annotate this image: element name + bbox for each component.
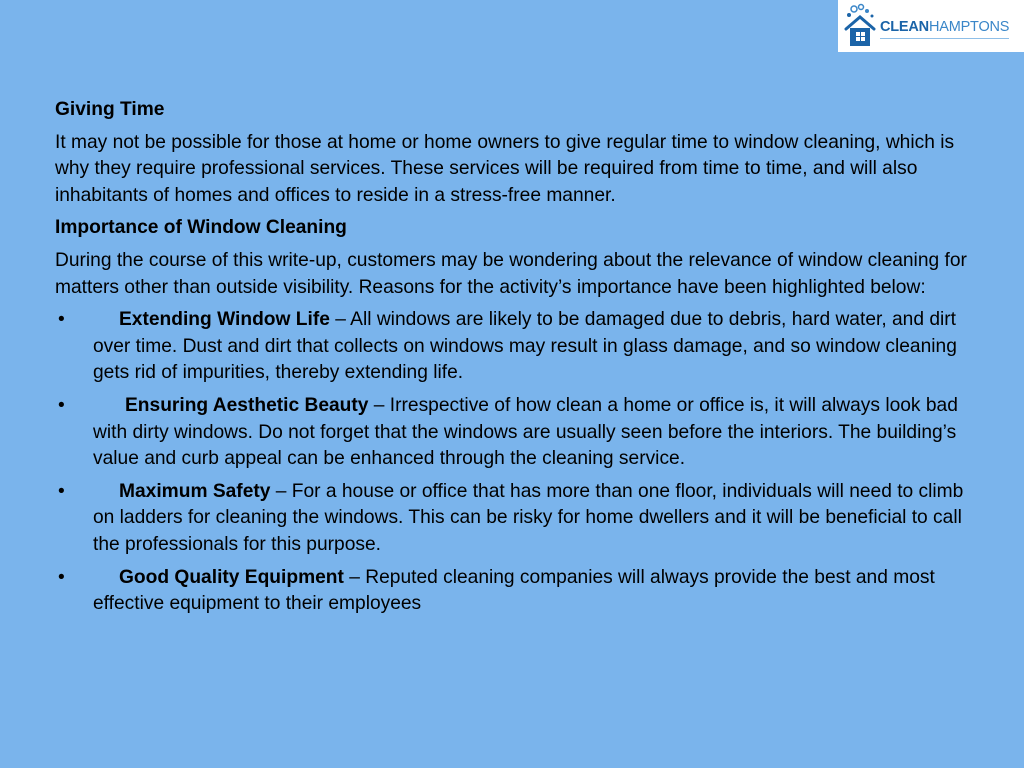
bullet-marker: • xyxy=(58,566,65,588)
giving-time-paragraph: It may not be possible for those at home or home owners to give regular time to window cleaning, which is why they require professional services. These services will be required from time to time, and will also inhabitants of homes and offices to reside in a stress-free manner. xyxy=(55,131,955,206)
bullet-item-ensuring-aesthetic-beauty xyxy=(55,393,970,473)
bullet-item-maximum-safety xyxy=(55,479,970,559)
bullet-title: Good Quality Equipment xyxy=(119,566,344,588)
slide-content xyxy=(55,97,970,624)
bullet-title: Maximum Safety xyxy=(119,480,271,502)
bullet-marker: • xyxy=(58,309,65,331)
bullet-title: Extending Window Life xyxy=(119,309,330,331)
logo-hamptons-text: HAMPTONS xyxy=(928,19,1010,35)
bullet-text: – All windows are likely to be damaged due to debris, hard water, and dirt over time. Dust and dirt that collects on windows may result in glass damage, and so window cleaning gets rid of impurities, thereby extending life. xyxy=(93,309,957,384)
bullet-item-good-quality-equipment xyxy=(55,565,970,618)
bullet-marker: • xyxy=(58,394,65,416)
logo-clean-text: CLEAN xyxy=(880,19,929,35)
importance-paragraph: During the course of this write-up, customers may be wondering about the relevance of window cleaning for matters other than outside visibility. Reasons for the activity’s importance have been highlighted below: xyxy=(55,249,967,298)
bullet-item-extending-window-life xyxy=(55,307,970,387)
logo-underline xyxy=(880,38,1009,39)
bullet-title: Ensuring Aesthetic Beauty xyxy=(125,394,369,416)
bullet-text: – Irrespective of how clean a home or office is, it will always look bad with dirty windows. Do not forget that the windows are usually seen before the interiors. The building’s value and curb appeal can be enhanced through the cleaning service. xyxy=(93,394,958,470)
bullet-text: – Reputed cleaning companies will always provide the best and most effective equipment to their employees xyxy=(93,566,935,615)
logo-wordmark xyxy=(880,19,1009,35)
bullet-marker: • xyxy=(58,480,65,502)
importance-heading: Importance of Window Cleaning xyxy=(55,217,347,239)
giving-time-heading: Giving Time xyxy=(55,99,165,120)
bullet-text: – For a house or office that has more than one floor, individuals will need to climb on ladders for cleaning the windows. This can be risky for home dwellers and it will be beneficial to call the professionals for this purpose. xyxy=(93,480,964,555)
clean-hamptons-logo xyxy=(838,0,1024,52)
house-bubbles-icon xyxy=(842,3,878,49)
